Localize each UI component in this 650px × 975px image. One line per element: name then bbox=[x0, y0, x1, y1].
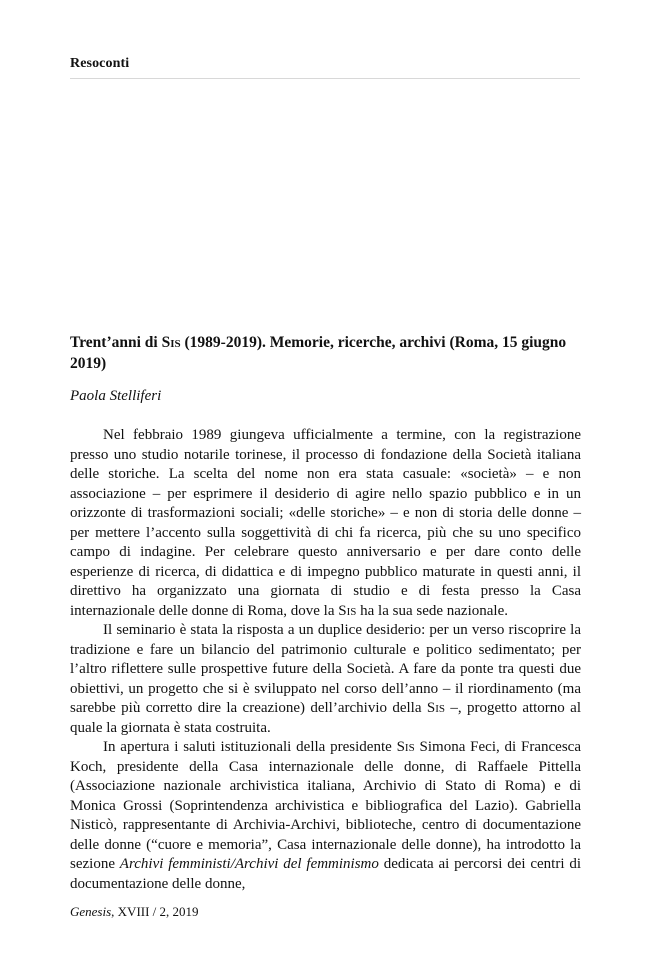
paragraph-1-sis: Sis bbox=[338, 602, 357, 619]
journal-issue: , XVIII / 2, 2019 bbox=[111, 904, 199, 919]
title-sis-acronym: Sis bbox=[161, 334, 181, 351]
journal-name: Genesis bbox=[70, 904, 112, 919]
title-part-2: (1989-2019). Memorie, ricerche, archivi (Roma, 15 giugno 2019) bbox=[70, 334, 567, 372]
paragraph-1-text-b: ha la sua sede nazionale. bbox=[356, 602, 508, 619]
paragraph-3-section-title: Archivi femministi/Archivi del femminismo bbox=[119, 856, 379, 872]
author-name: Paola Stelliferi bbox=[70, 388, 162, 404]
paragraph-3-text-a: In apertura i saluti istituzionali della presidente bbox=[103, 739, 397, 755]
paragraph-3-text-b: Simona Feci, di Francesca Koch, presidente della Casa internazionale delle donne, di Raffaele Pittella (Associazione nazionale archivistica italiana, Archivio di Stato di Roma) e di Monica Grossi (Soprintendenza archivistica e bibliografica del Lazio). Gabriella Nisticò, rappresentante di Archivia-Archivi, biblioteche, centro di documentazione delle donne (“cuore e memoria”, Casa internazionale delle donne), ha introdotto la sezione bbox=[70, 739, 581, 872]
paragraph-3 bbox=[70, 738, 581, 894]
paragraph-2-text-a: Il seminario è stata la risposta a un duplice desiderio: per un verso riscoprire la tradizione e fare un bilancio del patrimonio culturale e politico sedimentato; per l’altro riflettere sulle prospettive future della Società. A fare da ponte tra questi due obiettivi, un progetto che si è sviluppato nel corso dell’anno – il riordinamento (ma sarebbe più corretto dire la creazione) dell’archivio della bbox=[70, 622, 581, 716]
paragraph-3-text-c: dedicata ai percorsi dei centri di documentazione delle donne, bbox=[70, 856, 581, 892]
paragraph-1-text-a: Nel febbraio 1989 giungeva ufficialmente a termine, con la registrazione presso uno studio notarile torinese, il processo di fondazione della Società italiana delle storiche. La scelta del nome non era stata casuale: «società» – e non associazione – per esprimere il desiderio di agire nello spazio pubblico e in un orizzonte di trasformazioni sociali; «delle storiche» – e non di storia delle donne – per mettere l’accento sulla soggettività di chi fa ricerca, più che su uno specifico campo di indagine. Per celebrare questo anniversario e per dare conto delle esperienze di ricerca, di didattica e di impegno pubblico maturate in questi anni, il direttivo ha organizzato una giornata di studio e di festa presso la Casa internazionale delle donne di Roma, dove la bbox=[70, 427, 581, 619]
paragraph-3-sis: Sis bbox=[396, 739, 415, 755]
title-part-1: Trent’anni di bbox=[70, 334, 162, 351]
header-divider bbox=[70, 78, 580, 79]
paragraph-2-text-b: –, progetto attorno al quale la giornata è stata costruita. bbox=[70, 700, 581, 736]
article-title bbox=[70, 332, 581, 374]
paragraph-2 bbox=[70, 621, 581, 738]
paragraph-2-sis: Sis bbox=[426, 700, 445, 716]
article-body bbox=[70, 426, 581, 894]
running-head: Resoconti bbox=[70, 56, 130, 71]
journal-footer bbox=[70, 904, 199, 920]
paragraph-1 bbox=[70, 426, 581, 621]
